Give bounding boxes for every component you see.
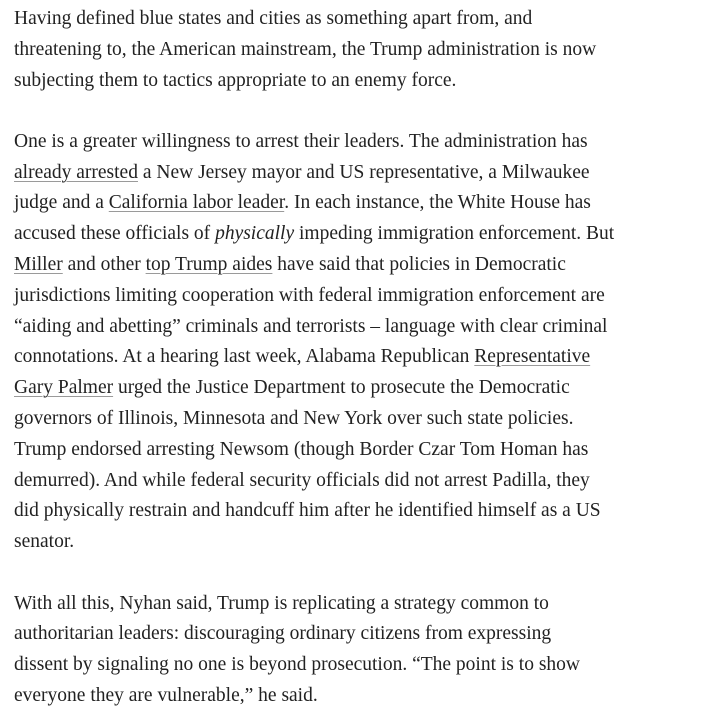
text-line: subjecting them to tactics appropriate to an enemy force. — [14, 69, 457, 91]
text-run: have said that policies in Democratic — [272, 254, 566, 276]
link-already-arrested[interactable]: already arrested — [14, 161, 138, 183]
text-run: urged the Justice Department to prosecute the Democratic — [113, 377, 570, 399]
text-line — [14, 342, 728, 373]
text-run: connotations. At a hearing last week, Alabama Republican — [14, 346, 475, 368]
text-run: . In each instance, the White House has — [284, 192, 591, 214]
text-line: dissent by signaling no one is beyond prosecution. “The point is to show — [14, 654, 580, 676]
text-line — [14, 250, 728, 281]
text-run: a New Jersey mayor and US representative, a Milwaukee — [137, 161, 590, 183]
text-line: With all this, Nyhan said, Trump is replicating a strategy common to — [14, 592, 549, 614]
text-line: threatening to, the American mainstream, the Trump administration is now — [14, 38, 597, 60]
text-line: One is a greater willingness to arrest their leaders. The administration has — [14, 130, 588, 152]
link-representative-gary-palmer[interactable]: Representative — [474, 346, 591, 368]
text-line — [14, 219, 728, 250]
text-line — [14, 373, 728, 404]
text-line: Trump endorsed arresting Newsom (though Border Czar Tom Homan has — [14, 438, 589, 460]
text-line: demurred). And while federal security officials did not arrest Padilla, they — [14, 469, 590, 491]
text-run: and other — [62, 254, 146, 276]
text-line: “aiding and abetting” criminals and terrorists – language with clear criminal — [14, 315, 608, 337]
text-line: jurisdictions limiting cooperation with federal immigration enforcement are — [14, 284, 605, 306]
paragraph-3 — [14, 589, 728, 712]
link-miller[interactable]: Miller — [14, 254, 63, 276]
paragraph-1 — [14, 4, 728, 96]
text-line: governors of Illinois, Minnesota and New York over such state policies. — [14, 408, 574, 430]
text-line: authoritarian leaders: discouraging ordinary citizens from expressing — [14, 623, 552, 645]
text-line: senator. — [14, 531, 75, 553]
text-run: judge and a — [14, 192, 109, 214]
link-top-trump-aides[interactable]: top Trump aides — [145, 254, 273, 276]
link-representative-gary-palmer-cont[interactable]: Gary Palmer — [14, 377, 114, 399]
text-line — [14, 188, 728, 219]
text-line — [14, 158, 728, 189]
emphasis-text: physically — [215, 223, 295, 245]
link-california-labor-leader[interactable]: California labor leader — [108, 192, 285, 214]
text-run: accused these officials of — [14, 223, 216, 245]
text-line: Having defined blue states and cities as something apart from, and — [14, 8, 533, 29]
text-line: everyone they are vulnerable,” he said. — [14, 684, 318, 706]
text-run: impeding immigration enforcement. But — [294, 223, 615, 245]
text-line: did physically restrain and handcuff him after he identified himself as a US — [14, 500, 601, 522]
paragraph-2 — [14, 127, 728, 558]
